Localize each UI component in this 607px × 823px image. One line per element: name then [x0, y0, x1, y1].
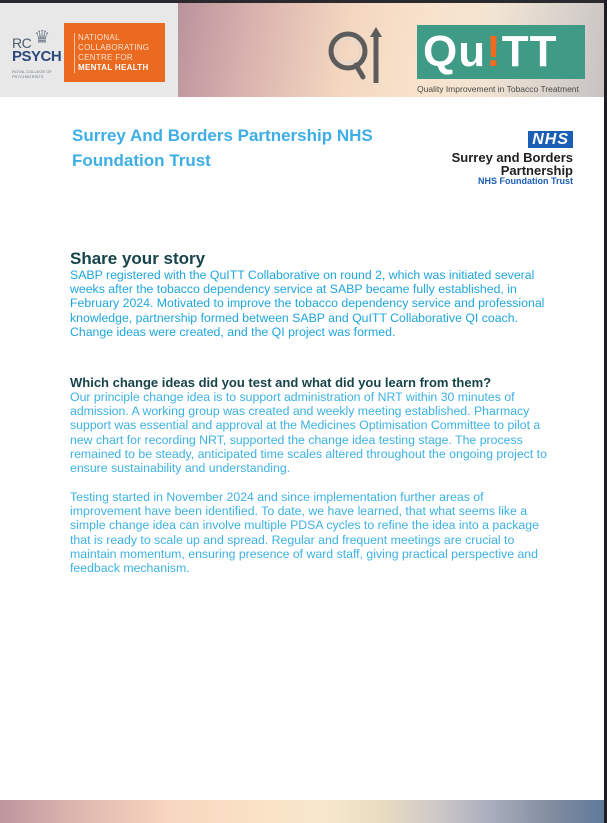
- rcpsych-logo: [12, 25, 62, 85]
- nccmh-line: COLLABORATING: [78, 43, 150, 52]
- rcpsych-psych: PSYCH: [12, 48, 62, 65]
- page-header: [0, 3, 604, 97]
- quitt-logo: [417, 25, 585, 79]
- quitt-word-start: Qu: [423, 27, 487, 76]
- section-heading-change-ideas: Which change ideas did you test and what did you learn from them?: [70, 375, 492, 390]
- section-paragraph: SABP registered with the QuITT Collaborative on round 2, which was initiated several weeks after the tobacco dependency service at SABP became fully established, in February 2024. Motivated to improve the tobacco dependency service and professional knowledge, partnership formed between SABP and QuITT Collaborative QI coach. Change ideas were created, and the QI project was formed.: [70, 268, 545, 339]
- quitt-word-end: TT: [501, 27, 558, 76]
- page-title: [72, 123, 412, 173]
- rcpsych-rc: RC: [12, 35, 32, 51]
- nhs-logo-line-1: Surrey and Borders: [451, 150, 573, 165]
- section-paragraph: Testing started in November 2024 and since implementation further areas of improvement have been identified. To date, we have learned, that what seems like a simple change idea can involve multiple PDSA cycles to refine the idea into a package that is ready to scale up and spread. Regular and frequent meetings are crucial to maintain momentum, ensuring presence of ward staff, giving practical perspective and feedback mechanism.: [70, 490, 539, 576]
- nccmh-divider: [74, 33, 75, 73]
- nccmh-line: NATIONAL: [78, 33, 120, 42]
- title-line-1: Surrey And Borders Partnership NHS: [72, 126, 373, 145]
- section-heading-share-story: Share your story: [70, 249, 206, 268]
- footer-gradient-band: [0, 800, 604, 823]
- cigarette-icon: !: [486, 27, 502, 76]
- nhs-trust-logo: [405, 131, 573, 186]
- nccmh-line: CENTRE FOR: [78, 53, 133, 62]
- title-line-2: Foundation Trust: [72, 151, 211, 170]
- nccmh-logo: [64, 23, 165, 82]
- rcpsych-subtitle: ROYAL COLLEGE OF PSYCHIATRISTS: [12, 69, 52, 79]
- nccmh-bold-line: MENTAL HEALTH: [78, 63, 149, 72]
- nhs-badge: NHS: [528, 131, 573, 148]
- nhs-logo-line-2: Partnership: [500, 163, 573, 178]
- section-paragraph: Our principle change idea is to support administration of NRT within 30 minutes of admission. A working group was created and weekly meeting established. Pharmacy support was essential and approval at the Medicines Optimisation Committee to pilot a new chart for recording NRT, supported the change idea testing stage. The process remained to be steady, anticipated time scales altered throughout the ongoing project to ensure sustainability and understanding.: [70, 390, 547, 476]
- header-logo-panel: [0, 3, 178, 97]
- crest-icon: ♛: [34, 27, 51, 47]
- nhs-logo-line-3: NHS Foundation Trust: [478, 176, 573, 186]
- qi-magnifier-icon: [326, 23, 382, 87]
- quitt-tagline: Quality Improvement in Tobacco Treatment: [417, 84, 579, 94]
